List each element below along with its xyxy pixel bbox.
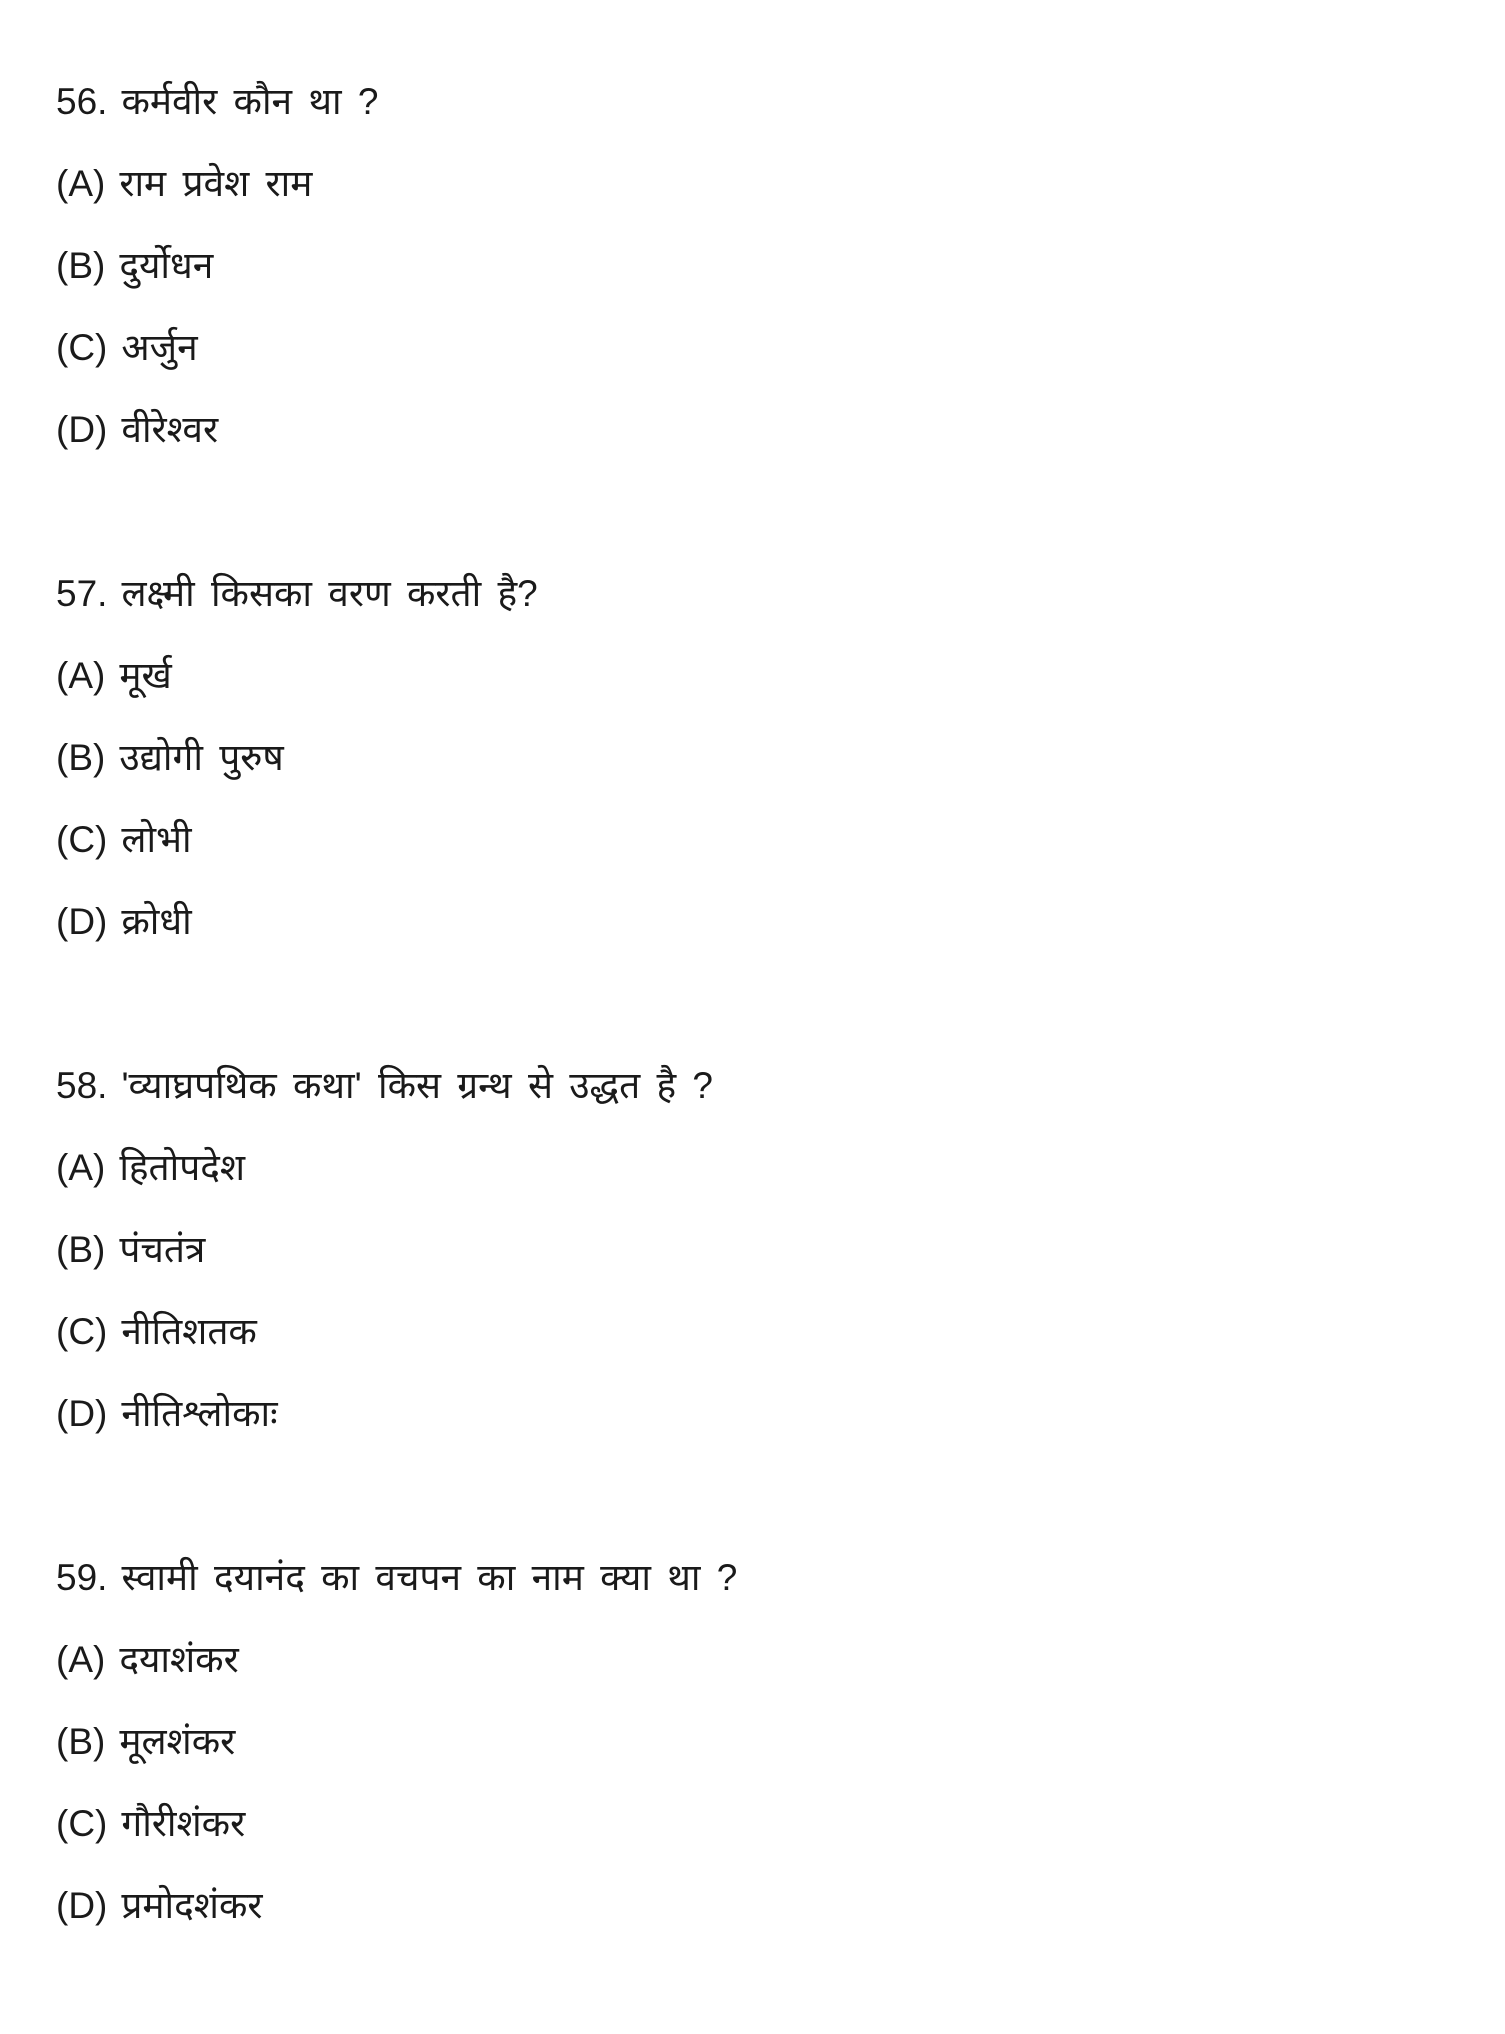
option-label: (B) [56,1229,106,1270]
question-number: 56. [56,81,108,122]
option [56,1701,737,1783]
option-label: (A) [56,1147,106,1188]
option [56,1209,737,1291]
option-text: क्रोधी [121,901,192,942]
question-text: 'व्याघ्रपथिक कथा' किस ग्रन्थ से उद्धत है ? [121,1065,713,1106]
option-text: हितोपदेश [119,1147,246,1188]
option [56,635,737,717]
question-block [56,1537,737,1947]
question-list [56,61,737,2029]
option [56,799,737,881]
option-label: (A) [56,1639,106,1680]
question-number: 59. [56,1557,108,1598]
option-label: (D) [56,901,108,942]
option-text: नीतिशतक [121,1311,257,1352]
question-number: 57. [56,573,108,614]
option-text: मूर्ख [119,655,172,696]
option-label: (D) [56,409,108,450]
option-text: दयाशंकर [119,1639,239,1680]
option [56,389,737,471]
option-text: मूलशंकर [119,1721,236,1762]
question-line [56,1045,737,1127]
question-number: 58. [56,1065,108,1106]
option-label: (B) [56,1721,106,1762]
question-block [56,61,737,471]
option-label: (D) [56,1393,108,1434]
option [56,881,737,963]
option-text: प्रमोदशंकर [121,1885,263,1926]
option-label: (C) [56,327,108,368]
option-text: वीरेश्वर [121,409,219,450]
option [56,1291,737,1373]
option-text: नीतिश्लोकाः [121,1393,278,1434]
option [56,143,737,225]
option-text: दुर्योधन [119,245,214,286]
option [56,1783,737,1865]
option-text: राम प्रवेश राम [119,163,313,204]
option-label: (A) [56,655,106,696]
option-text: पंचतंत्र [119,1229,206,1270]
option-label: (A) [56,163,106,204]
question-block [56,1045,737,1455]
question-text: लक्ष्मी किसका वरण करती है? [121,573,538,614]
option [56,1865,737,1947]
option-label: (C) [56,819,108,860]
option-label: (D) [56,1885,108,1926]
option-text: लोभी [121,819,192,860]
option-label: (B) [56,245,106,286]
question-block [56,553,737,963]
option-text: अर्जुन [121,327,198,368]
question-line [56,61,737,143]
option-text: गौरीशंकर [121,1803,246,1844]
option-label: (B) [56,737,106,778]
option-text: उद्योगी पुरुष [119,737,284,778]
question-line [56,553,737,635]
option [56,225,737,307]
option-label: (C) [56,1803,108,1844]
question-text: स्वामी दयानंद का वचपन का नाम क्या था ? [121,1557,738,1598]
option [56,307,737,389]
option [56,717,737,799]
question-text: कर्मवीर कौन था ? [121,81,379,122]
option [56,1619,737,1701]
option-label: (C) [56,1311,108,1352]
option [56,1127,737,1209]
option [56,1373,737,1455]
question-line [56,1537,737,1619]
